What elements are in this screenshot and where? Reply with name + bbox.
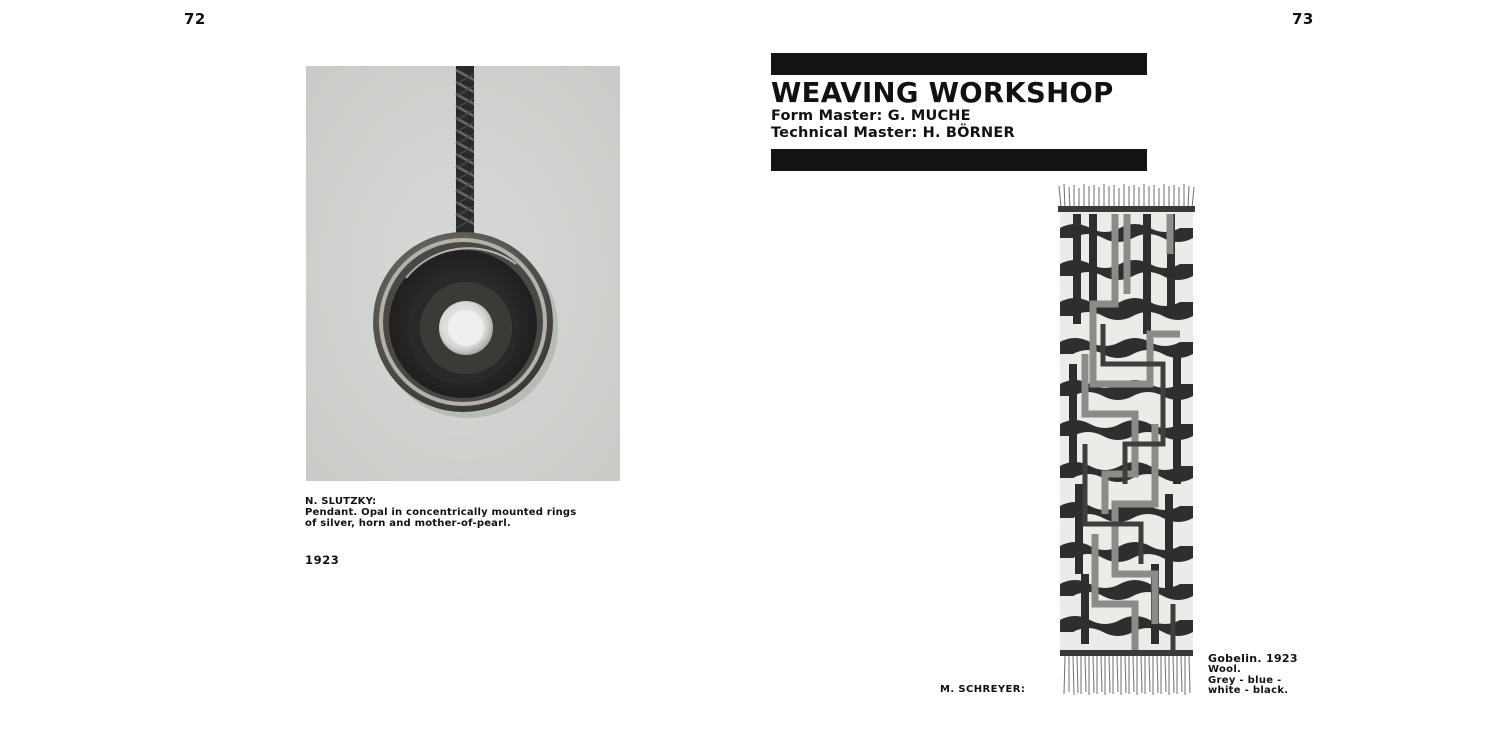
pendant-photo bbox=[306, 66, 620, 481]
pendant-artist: N. SLUTZKY: bbox=[305, 496, 377, 507]
page-number-left: 72 bbox=[184, 10, 206, 28]
pendant-cord bbox=[456, 66, 474, 234]
tapestry-photo bbox=[1055, 184, 1198, 696]
opal-center bbox=[448, 310, 484, 346]
tapestry-fringe-top bbox=[1059, 184, 1194, 208]
tapestry-caption-line3: Grey - blue - bbox=[1208, 674, 1282, 686]
pendant-year: 1923 bbox=[305, 553, 340, 567]
pendant-caption-line1: Pendant. Opal in concentrically mounted rings bbox=[305, 507, 577, 518]
tapestry-caption-line2: Wool. bbox=[1208, 664, 1242, 675]
tapestry-artist: M. SCHREYER: bbox=[940, 684, 1026, 695]
tapestry-caption-line4: white - black. bbox=[1208, 685, 1289, 696]
form-master: Form Master: G. MUCHE bbox=[771, 108, 971, 124]
page-number-right: 73 bbox=[1292, 10, 1314, 28]
tapestry-fringe-bottom bbox=[1064, 656, 1190, 695]
technical-master: Technical Master: H. BÖRNER bbox=[771, 125, 1015, 141]
page-title: WEAVING WORKSHOP bbox=[771, 77, 1114, 109]
header-bar-bottom bbox=[771, 149, 1147, 171]
tapestry-caption-line1: Gobelin. 1923 bbox=[1208, 652, 1298, 665]
pendant-caption-line2: of silver, horn and mother-of-pearl. bbox=[305, 518, 511, 529]
pendant-caption bbox=[305, 496, 635, 529]
header-bar-top bbox=[771, 53, 1147, 75]
tapestry-caption bbox=[1208, 653, 1298, 697]
